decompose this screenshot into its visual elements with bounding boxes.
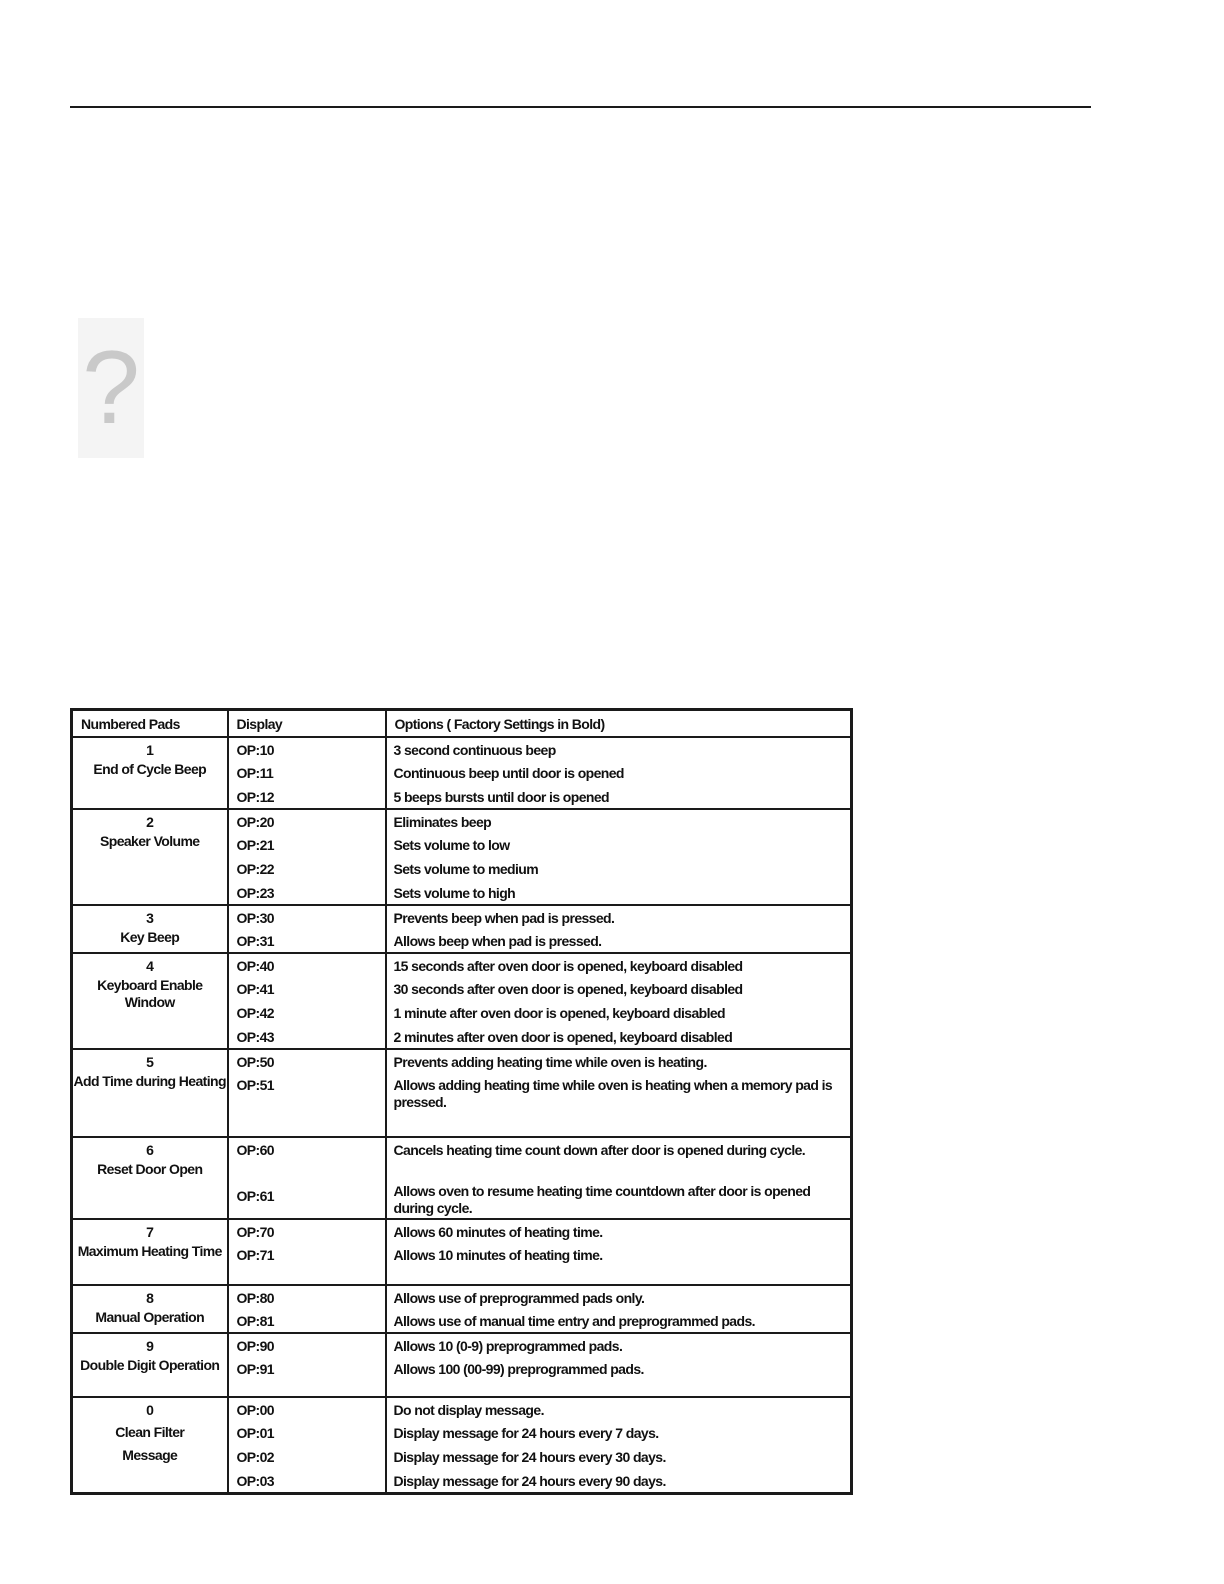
pad-number: 3 [146,910,154,926]
display-code: OP:10 [236,742,274,758]
pad-cell [72,1285,228,1333]
table-row [72,1333,852,1357]
pad-number: 9 [146,1338,154,1354]
pad-name: Manual Operation [95,1309,205,1325]
option-text: Allows use of manual time entry and preprogrammed pads. [393,1313,755,1329]
display-code: OP:90 [236,1338,274,1354]
table-row [72,1137,852,1179]
option-text: Allows use of preprogrammed pads only. [393,1290,645,1306]
table-row [72,737,852,761]
option-text: Allows beep when pad is pressed. [393,933,602,949]
display-code: OP:21 [236,837,274,853]
display-code: OP:60 [236,1142,274,1158]
display-code: OP:61 [236,1188,274,1204]
option-text: Allows oven to resume heating time countdown after door is opened during cycle. [393,1183,811,1216]
pad-cell [72,1333,228,1397]
display-code: OP:00 [236,1402,274,1418]
option-text: 2 minutes after oven door is opened, keyboard disabled [393,1029,733,1045]
display-code: OP:12 [236,789,274,805]
option-text: Allows 100 (00-99) preprogrammed pads. [393,1361,644,1377]
table-row [72,905,852,929]
user-options-table [70,708,853,1495]
pad-cell [72,737,228,809]
option-text: Allows 10 minutes of heating time. [393,1247,603,1263]
pad-number: 8 [146,1290,154,1306]
table-row [72,1049,852,1073]
table-header-row [72,710,852,738]
display-code: OP:01 [236,1425,274,1441]
pad-cell [72,1049,228,1137]
display-code: OP:42 [236,1005,274,1021]
table-row [72,1219,852,1243]
pad-name: Keyboard Enable Window [97,977,203,1010]
question-mark-icon: ? [82,330,140,446]
pad-number: 7 [146,1224,154,1240]
option-text: Display message for 24 hours every 90 days. [393,1473,666,1489]
pad-number: 6 [146,1142,154,1158]
option-text: Continuous beep until door is opened [393,765,624,781]
header-numbered-pads: Numbered Pads [72,710,228,738]
option-text: Do not display message. [393,1402,544,1418]
display-code: OP:03 [236,1473,274,1489]
display-code: OP:70 [236,1224,274,1240]
option-text: Display message for 24 hours every 30 days. [393,1449,666,1465]
pad-name: Maximum Heating Time [77,1243,222,1259]
header-options: Options ( Factory Settings in Bold) [386,710,852,738]
option-text: 15 seconds after oven door is opened, keyboard disabled [393,958,743,974]
pad-number: 1 [146,742,154,758]
table-row [72,953,852,977]
display-code: OP:31 [236,933,274,949]
option-text: 3 second continuous beep [393,742,556,758]
option-text: Sets volume to low [393,837,510,853]
header-rule [70,106,1091,108]
pad-name: Key Beep [120,929,180,945]
pad-number: 5 [146,1054,154,1070]
pad-cell [72,953,228,1049]
display-code: OP:43 [236,1029,274,1045]
option-text: 5 beeps bursts until door is opened [393,789,609,805]
pad-number: 0 [146,1402,154,1418]
display-code: OP:71 [236,1247,274,1263]
pad-name: Reset Door Open [97,1161,203,1177]
pad-cell [72,809,228,905]
display-code: OP:11 [236,765,274,781]
display-code: OP:80 [236,1290,274,1306]
pad-number: 4 [146,958,154,974]
pad-name: Speaker Volume [100,833,200,849]
option-text: Prevents adding heating time while oven is heating. [393,1054,707,1070]
display-code: OP:51 [236,1077,274,1093]
display-code: OP:22 [236,861,274,877]
option-text: Cancels heating time count down after door is opened during cycle. [393,1142,806,1158]
table-row [72,809,852,833]
option-text: Eliminates beep [393,814,492,830]
missing-image-placeholder [78,318,144,458]
table-row [72,1285,852,1309]
table-row [72,1397,852,1421]
pad-name: Clean Filter Message [115,1424,185,1463]
pad-number: 2 [146,814,154,830]
display-code: OP:91 [236,1361,274,1377]
pad-name: Add Time during Heating [73,1073,226,1089]
option-text: Sets volume to medium [393,861,539,877]
option-text: Allows 60 minutes of heating time. [393,1224,603,1240]
pad-name: Double Digit Operation [80,1357,220,1373]
display-code: OP:41 [236,981,274,997]
option-text: Allows 10 (0-9) preprogrammed pads. [393,1338,623,1354]
option-text: 1 minute after oven door is opened, keyboard disabled [393,1005,726,1021]
option-text: Allows adding heating time while oven is heating when a memory pad is pressed. [393,1077,833,1110]
display-code: OP:30 [236,910,274,926]
display-code: OP:23 [236,885,274,901]
pad-cell [72,1219,228,1285]
header-display: Display [228,710,386,738]
pad-cell [72,1137,228,1219]
pad-cell [72,1397,228,1493]
display-code: OP:02 [236,1449,274,1465]
display-code: OP:81 [236,1313,274,1329]
display-code: OP:40 [236,958,274,974]
option-text: Prevents beep when pad is pressed. [393,910,615,926]
option-text: 30 seconds after oven door is opened, keyboard disabled [393,981,743,997]
display-code: OP:50 [236,1054,274,1070]
option-text: Display message for 24 hours every 7 days. [393,1425,659,1441]
option-text: Sets volume to high [393,885,516,901]
pad-name: End of Cycle Beep [93,761,207,777]
display-code: OP:20 [236,814,274,830]
pad-cell [72,905,228,953]
